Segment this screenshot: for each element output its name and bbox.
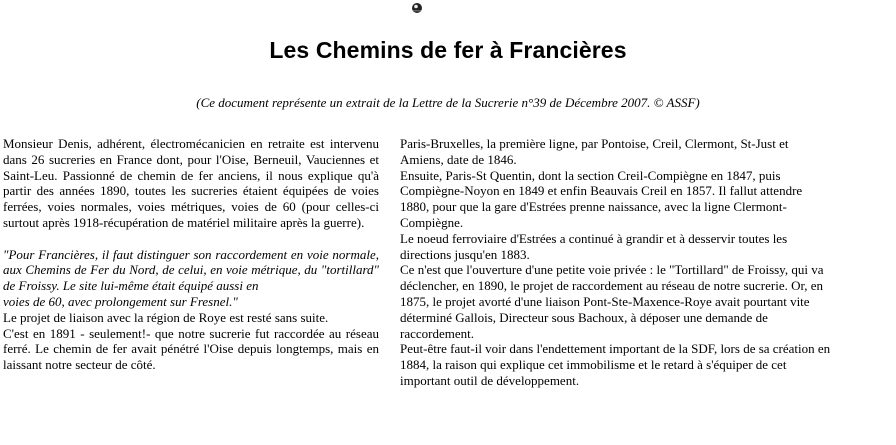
page-title: Les Chemins de fer à Francières: [269, 37, 627, 63]
source-note: (Ce document représente un extrait de la Lettre de la Sucrerie n°39 de Décembre 2007. © ASSF): [196, 95, 700, 110]
left-column: [3, 136, 379, 373]
quote-paragraph: "Pour Francières, il faut distinguer son raccordement en voie normale, aux Chemins de Fer du Nord, de celui, en voie métrique, du "tortillard" de Froissy. Le site lui-même était équipé aussi en: [3, 246, 379, 294]
sdf-debt-paragraph: Peut-être faut-il voir dans l'endettement important de la SDF, lors de sa création en 1884, la raison qui explique cet immobilisme et le retard à s'équiper de cet important outil de développement.: [400, 341, 831, 388]
roye-project-paragraph: Le projet de liaison avec la région de Roye est resté sans suite.: [3, 309, 329, 325]
first-line-paragraph: Paris-Bruxelles, la première ligne, par Pontoise, Creil, Clermont, St-Just et Amiens, date de 1846.: [400, 136, 789, 167]
paris-st-quentin-paragraph: Ensuite, Paris-St Quentin, dont la section Creil-Compiègne en 1847, puis Compiègne-Noyon en 1849 et enfin Beauvais Creil en 1857. Il fallut attendre 1880, pour que la gare d'Estrées prenne naissance, avec la ligne Clermont-Compiègne.: [400, 167, 803, 230]
railway-emblem-icon: [411, 2, 423, 14]
right-column: [400, 136, 832, 389]
connection-1891-paragraph: C'est en 1891 - seulement!- que notre sucrerie fut raccordée au réseau ferré. Le chemin de fer avait pénétré l'Oise depuis longtemps, mais en laissant notre secteur de côté.: [3, 325, 379, 373]
quote-ending: voies de 60, avec prolongement sur Fresnel.": [3, 293, 238, 309]
tortillard-paragraph: Ce n'est que l'ouverture d'une petite voie privée : le "Tortillard" de Froissy, qui va déclencher, en 1890, le projet de raccordement au réseau de notre sucrerie. Or, en 1875, le projet avorté d'une liaison Pont-Ste-Maxence-Roye avait pourtant vite déterminé Gallois, Directeur sous Bachoux, à déposer une demande de raccordement.: [400, 262, 824, 341]
estrees-node-paragraph: Le noeud ferroviaire d'Estrées a continué à grandir et à desservir toutes les directions jusqu'en 1883.: [400, 230, 788, 262]
intro-paragraph: Monsieur Denis, adhérent, électromécanicien en retraite est intervenu dans 26 sucreries en France dont, pour l'Oise, Berneuil, Vauciennes et Saint-Leu. Passionné de chemin de fer anciens, il nous explique qu'à partir des années 1890, toutes les sucreries étaient équipées de voies ferrées, voies normales, voies métriques, voies de 60 (pour celles-ci surtout après 1918-récupération de matériel militaire après la guerre).: [3, 136, 379, 230]
